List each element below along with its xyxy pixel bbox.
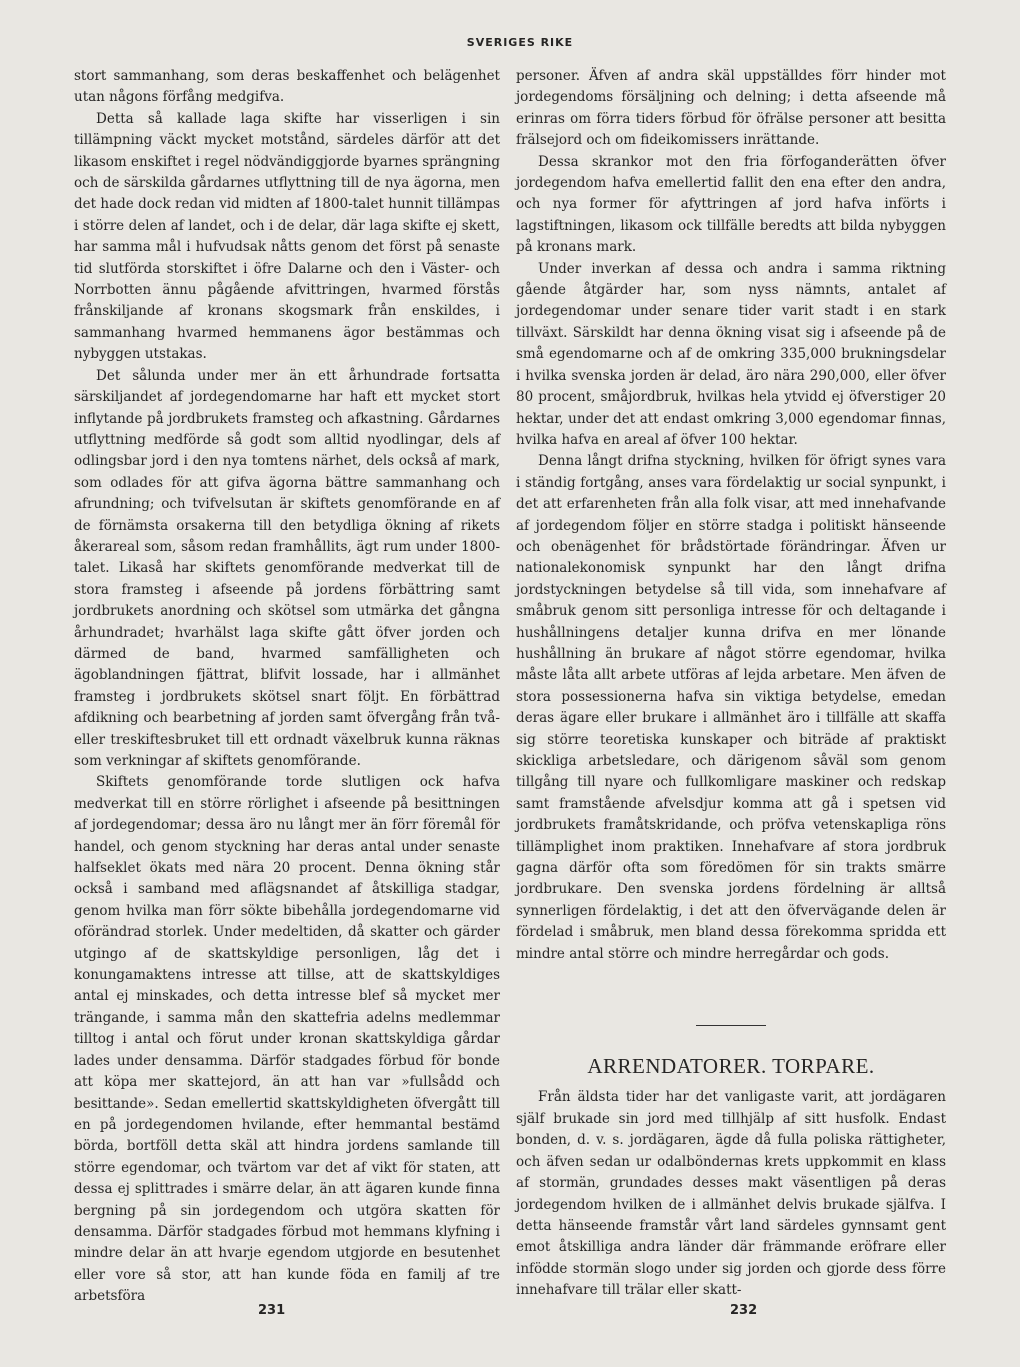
paragraph: stort sammanhang, som deras beskaffenhet och belägenhet utan någons förfång medgifva. [74, 68, 500, 106]
paragraph: Detta så kallade laga skifte har visserligen i sin tillämpning väckt mycket motstånd, särdeles därför att det likasom enskiftet i regel nödvändiggjorde byarnes sprängning och de särskilda gårdarnes utflyttning till de nya ägorna, men det hade dock redan vid midten af 1800-talet hunnit tillämpas i större delen af landet, och i de delar, där laga skifte ej skett, har samma mål i hufvudsak nåtts genom det först på senaste tid slutförda storskiftet i öfre Dalarne och den i Väster- och Norrbotten ännu pågående afvittringen, hvarmed förstås frånskiljande af kronans skogsmark från enskildes, i sammanhang hvarmed hemmanens ägor bestämmas och nybyggen utstakas. [74, 110, 500, 363]
running-header: SVERIGES RIKE [466, 36, 574, 49]
paragraph: Det sålunda under mer än ett århundrade fortsatta särskiljandet af jordegendomarne har haft ett mycket stort inflytande på jordbrukets framsteg och afkastning. Gårdarnes utflyttning medförde så godt som alltid nyodlingar, dels af odlingsbar jord i den nya tomtens närhet, dels också af mark, som odlades för att gifva ägorna bättre sammanhang och afrundning; och tvifvelsutan är skiftets genomförande en af de förnämsta orsakerna till den betydliga ökning af rikets åkerareal som, såsom redan framhållits, ägt rum under 1800-talet. Likaså har skiftets genomförande medverkat till de stora framsteg i afseende på jordens förbättring samt jordbrukets anordning och skötsel som utmärka det gångna århundradet; hvarhälst laga skifte gått öfver jorden och därmed de band, hvarmed samfälligheten och ägoblandningen fjättrat, blifvit lossade, har i allmänhet framsteg i jordbrukets skötsel snart följt. En förbättrad afdikning och bearbetning af jorden samt öfvergång från två- eller treskiftesbruket till ett ordnadt växelbruk kunna räknas som verkningar af skiftets genomförande. [74, 367, 500, 769]
page-number-right: 232 [730, 1303, 758, 1318]
section-title: ARRENDATORER. TORPARE. [587, 1054, 875, 1079]
left-column [74, 66, 500, 1305]
right-column [516, 66, 946, 1299]
paragraph: Denna långt drifna styckning, hvilken för öfrigt synes vara i ständig fortgång, anses vara fördelaktig ur social synpunkt, i det att erfarenheten från alla folk visar, att med innehafvande af jordegendom följer en större stadga i politiskt hänseende och obenägenhet för brådstörtade förändringar. Äfven ur nationalekonomisk synpunkt har den långt drifna jordstyckningen betydelse så till vida, som innehafvare af småbruk genom sitt personliga intresse för och deltagande i hushållningens detaljer kunna drifva en mer lönande hushållning än brukare af något större egendomar, hvilka måste låta allt arbete utföras af lejda arbetare. Men äfven de stora possessionerna hafva sin viktiga betydelse, emedan deras ägare eller brukare i allmänhet äro i tillfälle att skaffa sig större teoretiska kunskaper och biträde af praktiskt skickliga arbetsledare, och därigenom såväl som genom tillgång till nyare och fullkomligare maskiner och redskap samt framstående afvelsdjur komma att gå i spetsen vid jordbrukets framåtskridande, och pröfva vetenskapliga röns tillämplighet inom praktiken. Innehafvare af stora jordbruk gagna därför ofta som föredömen för sin trakts smärre jordbrukare. Den svenska jordens fördelning är alltså synnerligen fördelaktig, i det att den öfvervägande delen är fördelad i småbruk, men bland dessa förekomma spridda ett mindre antal större och mindre herregårdar och gods. [516, 453, 946, 962]
paragraph: Under inverkan af dessa och andra i samma riktning gående åtgärder har, som nyss nämnts, antalet af jordegendomar under senare tider varit stadt i en stark tillväxt. Särskildt har denna ökning visat sig i afseende på de små egendomarne och af de omkring 335,000 brukningsdelar i hvilka svenska jorden är delad, äro nära 290,000, eller öfver 80 procent, småjordbruk, hvilkas hela ytvidd ej öfverstiger 20 hektar, under det att endast omkring 3,000 egendomar finnas, hvilka hafva en areal af öfver 100 hektar. [516, 260, 946, 448]
paragraph: Dessa skrankor mot den fria förfoganderätten öfver jordegendom hafva emellertid fallit den ena efter den andra, och nya former för afyttringen af jord hafva införts i lagstiftningen, likasom ock tillfälle beredts att bilda nybyggen på kronans mark. [516, 153, 946, 256]
page-number-left: 231 [258, 1303, 286, 1318]
paragraph: Från äldsta tider har det vanligaste varit, att jordägaren själf brukade sin jord med tillhjälp af sitt husfolk. Endast bonden, d. v. s. jordägaren, ägde då fulla poliska rättigheter, och äfven sedan ur odalböndernas krets uppkommit en klass af stormän, grundades desses makt väsentligen på deras jordegendom hvilken de i allmänhet delvis brukade själfva. I detta hänseende framstår vårt land särdeles gynnsamt gent emot åtskilliga andra länder där främmande eröfrare eller infödde stormän slogo under sig jorden och gjorde dess förre innehafvare till trälar eller skatt- [516, 1089, 946, 1299]
paragraph: personer. Äfven af andra skäl uppställdes förr hinder mot jordegendoms försäljning och delning; i detta afseende må erinras om förra tiders förbud för öfrälse personer att besitta frälsejord och om fideikomissers inrättande. [516, 68, 946, 149]
section-divider [696, 1025, 766, 1026]
paragraph: Skiftets genomförande torde slutligen ock hafva medverkat till en större rörlighet i afseende på besittningen af jordegendomar; dessa äro nu långt mer än förr föremål för handel, och genom styckning har deras antal under senaste halfseklet ökats med nära 20 procent. Denna ökning står också i samband med aflägsnandet af åtskilliga stadgar, genom hvilka man förr sökte bibehålla jordegendomarne vid oförändrad storlek. Under medeltiden, då skatter och gärder utgingo af de skattskyldige personligen, låg det i konungamaktens intresse att tillse, att de skattskyldiges antal ej minskades, och detta intresse blef så mycket mer trängande, i samma mån den skattefria adelns medlemmar tilltog i antal och förut under kronan skattskyldiga gårdar lades under densamma. Därför stadgades förbud för bonde att köpa mer skattejord, än att han var »fullsådd och besittande». Sedan emellertid skattskyldigheten öfvergått till en på jordegendomen hvilande, efter hemmantal bestämd börda, bortföll detta skäl att hindra jordens samlande till större egendomar, och tvärtom var det af vikt för staten, att dessa ej splittrades i smärre delar, än att ägaren kunde finna bergning på sin jordegendom och utgöra skatten för densamma. Därför stadgades förbud mot hemmans klyfning i mindre delar än att hvarje egendom utgjorde en besutenhet eller vore så stor, att han kunde föda en familj af tre arbetsföra [74, 774, 500, 1305]
